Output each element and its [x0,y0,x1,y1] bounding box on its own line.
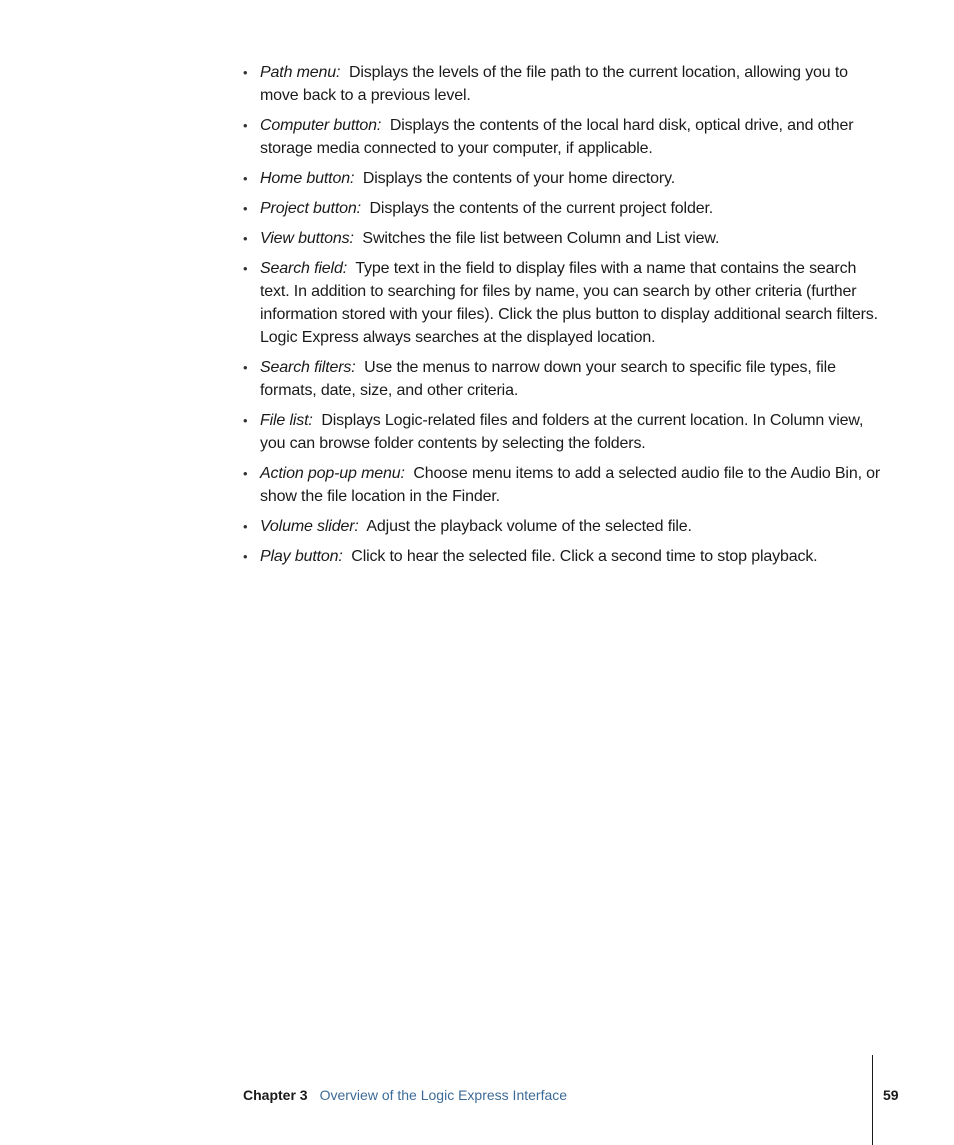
item-description: Use the menus to narrow down your search to specific file types, file formats, date, size, and other criteria. [260,359,836,399]
list-item [243,197,883,220]
chapter-label: Chapter 3 [243,1087,308,1103]
bullet-icon: • [243,360,248,375]
chapter-title: Overview of the Logic Express Interface [319,1087,568,1103]
list-item [243,462,883,508]
list-item [243,227,883,250]
term-label: Search field: [260,260,347,277]
bullet-icon: • [243,519,248,534]
item-description: Displays the contents of the local hard disk, optical drive, and other storage media connected to your computer, if applicable. [260,117,854,157]
term-label: File list: [260,412,313,429]
footer-divider [872,1055,873,1145]
term-label: Play button: [260,548,343,565]
bullet-icon: • [243,466,248,481]
list-item [243,114,883,160]
bullet-icon: • [243,171,248,186]
bullet-icon: • [243,413,248,428]
term-label: Search filters: [260,359,356,376]
term-label: Computer button: [260,117,382,134]
bullet-list [243,61,883,568]
term-label: Path menu: [260,64,341,81]
page-footer [243,1086,567,1104]
list-item [243,356,883,402]
term-label: Home button: [260,170,355,187]
item-description: Adjust the playback volume of the selected file. [366,518,692,535]
bullet-icon: • [243,118,248,133]
item-description: Displays the contents of your home directory. [362,170,676,187]
list-item [243,545,883,568]
term-label: Project button: [260,200,361,217]
item-description: Displays the levels of the file path to the current location, allowing you to move back to a previous level. [260,64,848,104]
list-item [243,515,883,538]
bullet-icon: • [243,261,248,276]
item-description: Choose menu items to add a selected audio file to the Audio Bin, or show the file location in the Finder. [260,465,881,505]
bullet-icon: • [243,201,248,216]
bullet-icon: • [243,231,248,246]
item-description: Displays the contents of the current project folder. [369,200,714,217]
list-item [243,409,883,455]
item-description: Displays Logic-related files and folders at the current location. In Column view, you can browse folder contents by selecting the folders. [260,412,864,452]
bullet-icon: • [243,549,248,564]
term-label: View buttons: [260,230,354,247]
page-number: 59 [883,1087,899,1103]
bullet-icon: • [243,65,248,80]
item-description: Switches the file list between Column and List view. [362,230,720,247]
list-item [243,167,883,190]
list-item [243,257,883,349]
term-label: Volume slider: [260,518,359,535]
list-item [243,61,883,107]
term-label: Action pop-up menu: [260,465,405,482]
item-description: Type text in the field to display files with a name that contains the search text. In addition to searching for files by name, you can search by other criteria (further information stored with your files). Click the plus button to display additional search filters. Logic Express always searches at the displayed location. [260,260,878,346]
main-content [243,61,883,575]
item-description: Click to hear the selected file. Click a second time to stop playback. [351,548,818,565]
